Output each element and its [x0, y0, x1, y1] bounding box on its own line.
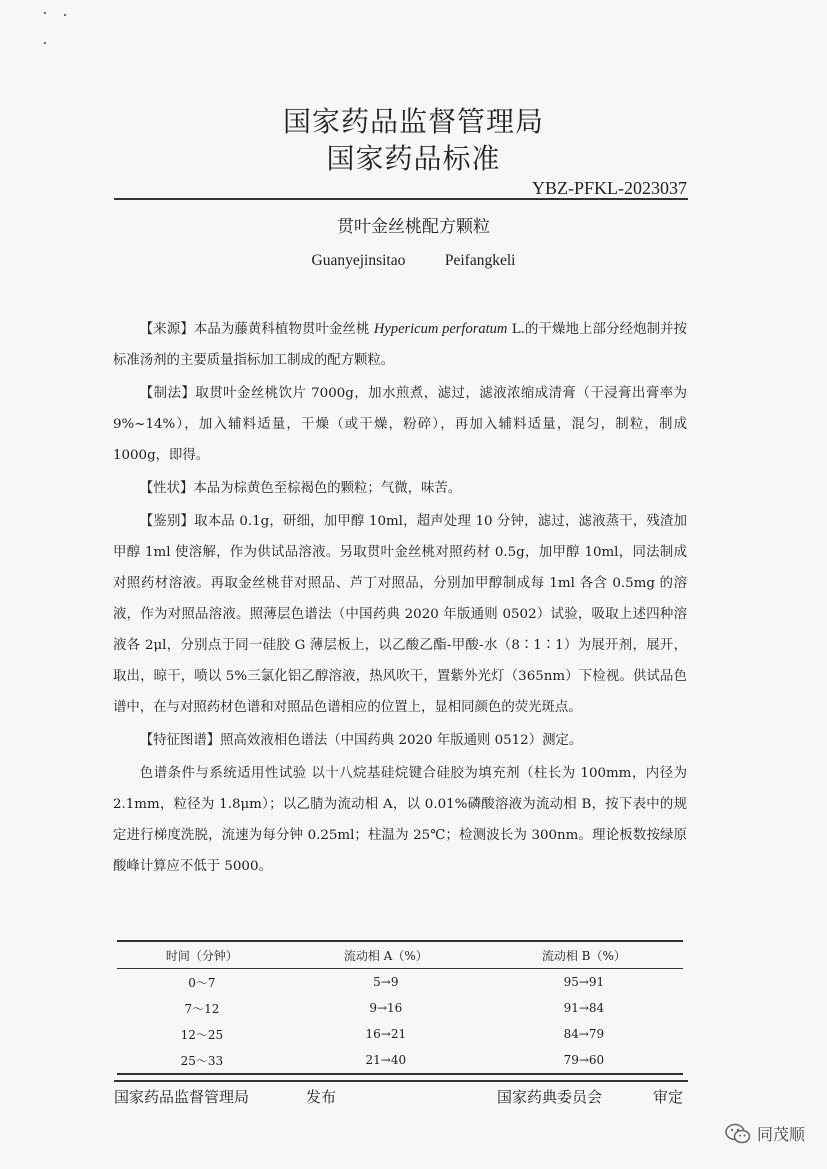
- section-character: 【性状】本品为棕黄色至棕褐色的颗粒；气微，味苦。: [139, 481, 462, 496]
- section-fingerprint: 【特征图谱】照高效液相色谱法（中国药典 2020 年版通则 0512）测定。: [139, 733, 583, 748]
- wechat-icon: [725, 1123, 751, 1145]
- section-tag: 【特征图谱】: [139, 733, 221, 748]
- table-row: [117, 1047, 683, 1074]
- footer-issuer: 国家药品监督管理局: [114, 1088, 250, 1106]
- table-cell: 7～12: [184, 1001, 220, 1016]
- table-header: 时间（分钟）: [165, 948, 238, 963]
- table-cell: 25～33: [180, 1053, 224, 1068]
- table-cell: 21→40: [365, 1053, 407, 1067]
- table-header: 流动相 A（%）: [343, 948, 428, 963]
- table-cell: 12～25: [180, 1027, 224, 1042]
- agency-title: 国家药品监督管理局: [282, 105, 544, 138]
- table-header-row: [117, 941, 683, 969]
- section-source: 【来源】本品为藤黄科植物贯叶金丝桃 Hypericum perforatum L.的干燥地上部分经炮制并按标准汤剂的主要质量指标加工制成的配方颗粒。: [113, 321, 688, 368]
- product-name-pinyin: Guanyejinsitao Peifangkeli: [311, 252, 516, 269]
- table-cell: 5→9: [373, 975, 399, 989]
- section-tag: 【鉴别】: [139, 514, 195, 529]
- scan-speck: [44, 12, 46, 14]
- gradient-table: [117, 940, 683, 1075]
- product-name-cn: 贯叶金丝桃配方颗粒: [337, 217, 490, 237]
- footer-rule: [114, 1080, 688, 1082]
- table-cell: 95→91: [563, 975, 605, 989]
- table-cell: 9→16: [369, 1001, 403, 1015]
- section-tag: 【来源】: [139, 322, 194, 337]
- monograph-body: [113, 314, 687, 884]
- table-row: [117, 969, 683, 996]
- table-row: [117, 1021, 683, 1047]
- table-cell: 79→60: [563, 1053, 605, 1067]
- table-cell: 16→21: [365, 1027, 407, 1041]
- table-cell: 0～7: [188, 975, 216, 990]
- section-conditions: 色谱条件与系统适用性试验 以十八烷基硅烷键合硅胶为填充剂（柱长为 100mm，内径为 2.1mm，粒径为 1.8μm）；以乙腈为流动相 A，以 0.01%磷酸溶液为流动相 B，按下表中的规定进行梯度洗脱，流速为每分钟 0.25ml；柱温为 25℃；检测波长为 300nm。理论板数按绿原酸峰计算应不低于 5000。: [113, 766, 687, 874]
- watermark-text: 同茂顺: [756, 1125, 805, 1144]
- scan-speck: [44, 42, 46, 44]
- standard-number: YBZ-PFKL-2023037: [531, 178, 687, 198]
- watermark: [725, 1122, 805, 1145]
- table-cell: 84→79: [563, 1027, 605, 1041]
- standard-title: 国家药品标准: [326, 142, 501, 175]
- section-method: 【制法】取贯叶金丝桃饮片 7000g，加水煎煮，滤过，滤液浓缩成清膏（干浸膏出膏率为 9%~14%），加入辅料适量，干燥（或干燥，粉碎），再加入辅料适量，混匀，制粒，制成 1000g，即得。: [113, 386, 688, 463]
- section-tag: 【制法】: [139, 386, 196, 401]
- header-rule: [114, 198, 688, 200]
- footer-issue-label: 发布: [306, 1088, 337, 1106]
- table-cell: 91→84: [563, 1001, 605, 1015]
- footer-approve-label: 审定: [653, 1088, 684, 1106]
- section-tag: 【性状】: [139, 481, 194, 496]
- latin-name: Hypericum perforatum: [373, 321, 508, 337]
- table-row: [117, 995, 683, 1021]
- footer-approver: 国家药典委员会: [497, 1088, 603, 1106]
- table-header: 流动相 B（%）: [541, 948, 626, 963]
- section-identification: 【鉴别】取本品 0.1g，研细，加甲醇 10ml，超声处理 10 分钟，滤过，滤液蒸干，残渣加甲醇 1ml 使溶解，作为供试品溶液。另取贯叶金丝桃对照药材 0.5g，加甲醇 10ml，同法制成对照药材溶液。再取金丝桃苷对照品、芦丁对照品，分别加甲醇制成每 1ml 各含 0.5mg 的溶液，作为对照品溶液。照薄层色谱法（中国药典 2020 年版通则 0502）试验，吸取上述四种溶液各 2μl，分别点于同一硅胶 G 薄层板上，以乙酸乙酯-甲酸-水（8∶1∶1）为展开剂，展开，取出，晾干，喷以 5%三氯化铝乙醇溶液，热风吹干，置紫外光灯（365nm）下检视。供试品色谱中，在与对照药材色谱和对照品色谱相应的位置上，显相同颜色的荧光斑点。: [113, 514, 688, 715]
- scan-speck: [64, 14, 66, 16]
